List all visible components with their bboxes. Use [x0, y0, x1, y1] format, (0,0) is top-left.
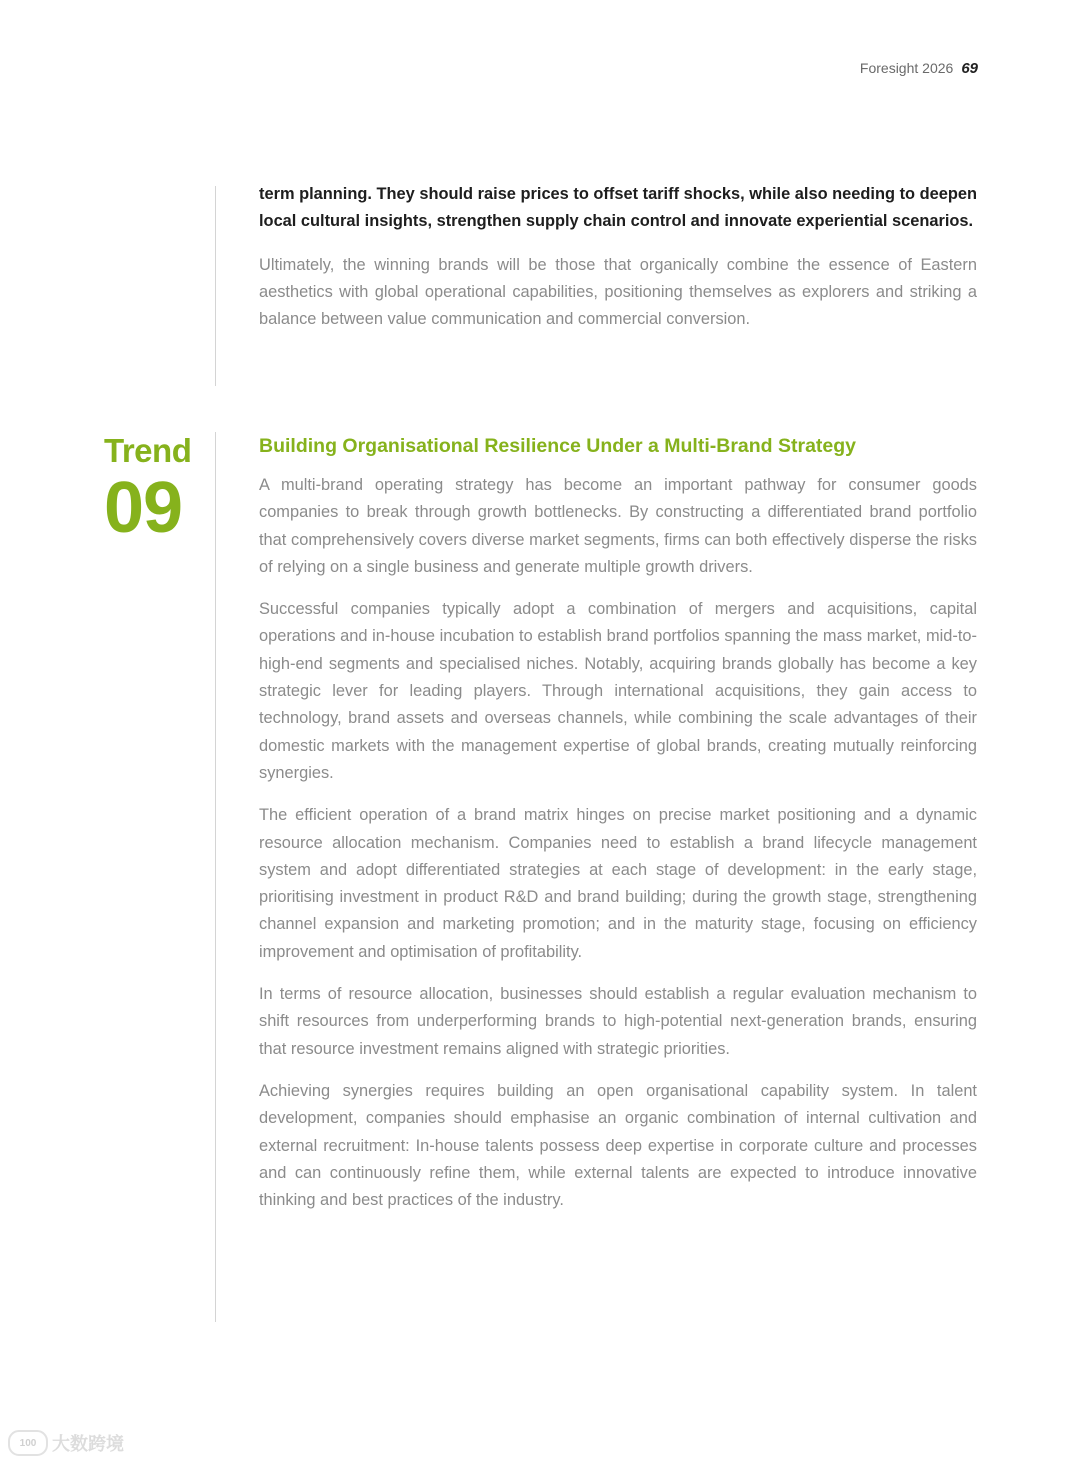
watermark-logo: 100 [8, 1430, 48, 1456]
trend-paragraph-3: The efficient operation of a brand matrix hinges on precise market positioning and a dynamic resource allocation mechanism. Companies need to establish a brand lifecycle management system and adopt differentiated strategies at each stage of development: in the early stage, prioritising investment in product R&D and brand building; during the growth stage, strengthening channel expansion and marketing promotion; and in the maturity stage, focusing on efficiency improvement and optimisation of profitability. [259, 806, 977, 961]
page-number: 69 [961, 60, 978, 77]
column-divider-bottom [215, 432, 216, 1322]
trend-paragraph-4: In terms of resource allocation, businesses should establish a regular evaluation mechanism to shift resources from underperforming brands to high-potential next-generation brands, ensuring that resource investment remains aligned with strategic priorities. [259, 985, 977, 1058]
trend-section [259, 433, 977, 1214]
watermark [8, 1430, 124, 1456]
publication-title: Foresight 2026 [859, 60, 954, 76]
trend-paragraph-1: A multi-brand operating strategy has become an important pathway for consumer goods companies to break through growth bottlenecks. By constructing a differentiated brand portfolio that comprehensively covers diverse market segments, firms can both effectively disperse the risks of relying on a single business and generate multiple growth drivers. [259, 476, 977, 576]
trend-heading: Building Organisational Resilience Under a Multi-Brand Strategy [259, 435, 857, 457]
trend-word: Trend [104, 432, 192, 469]
trend-label [104, 432, 192, 548]
trend-paragraph-5: Achieving synergies requires building an open organisational capability system. In talent development, companies should emphasise an organic combination of internal cultivation and external recruitment: In-house talents possess deep expertise in corporate culture and processes and can continuously refine them, while external talents are expected to introduce innovative thinking and best practices of the industry. [259, 1081, 977, 1210]
page-header [860, 60, 978, 77]
watermark-text: 大数跨境 [52, 1434, 124, 1454]
trend-number: 09 [104, 468, 183, 548]
column-divider-top [215, 186, 216, 386]
intro-paragraph: Ultimately, the winning brands will be those that organically combine the essence of Eastern aesthetics with global operational capabilities, positioning themselves as explorers and striking a balance between value communication and commercial conversion. [259, 255, 977, 329]
intro-section [259, 181, 977, 333]
intro-bold-paragraph: term planning. They should raise prices to offset tariff shocks, while also needing to deepen local cultural insights, strengthen supply chain control and innovate experiential scenarios. [259, 185, 977, 231]
trend-paragraph-2: Successful companies typically adopt a combination of mergers and acquisitions, capital operations and in-house incubation to establish brand portfolios spanning the mass market, mid-to-high-end segments and specialised niches. Notably, acquiring brands globally has become a key strategic lever for leading players. Through international acquisitions, they gain access to technology, brand assets and overseas channels, while combining the scale advantages of their domestic markets with the management expertise of global brands, creating mutually reinforcing synergies. [259, 600, 977, 782]
